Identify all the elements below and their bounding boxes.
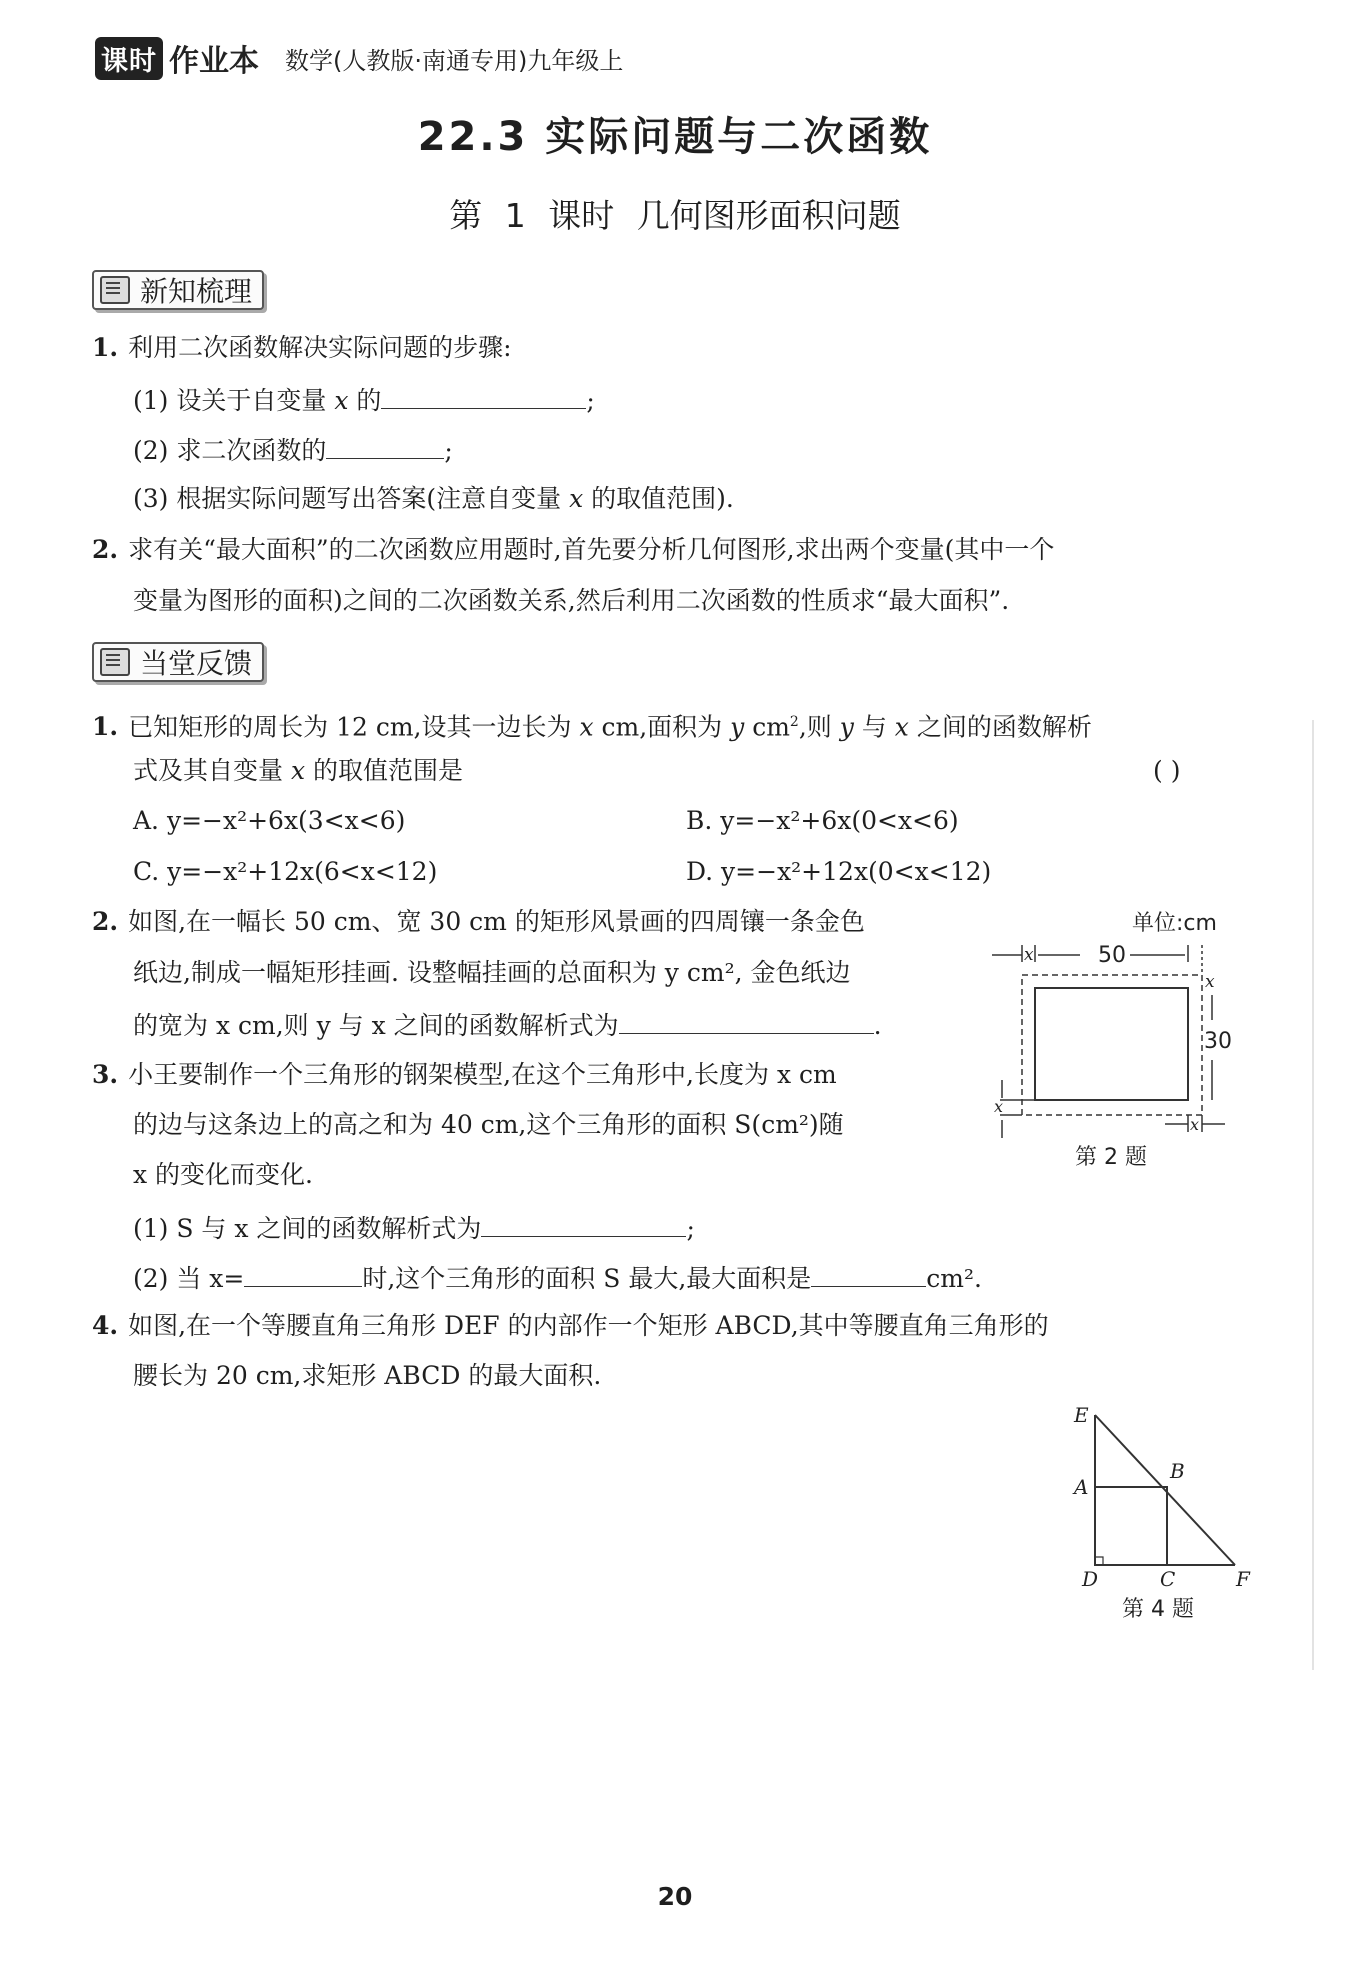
fig2-width-label: 30	[1204, 1029, 1232, 1054]
fig2-x-label: x	[1024, 945, 1034, 965]
answer-blank[interactable]	[381, 380, 586, 409]
running-header	[95, 38, 623, 78]
feedback-q4-line1: 4. 如图,在一个等腰直角三角形 DEF 的内部作一个矩形 ABCD,其中等腰直角三角形的	[92, 1311, 1049, 1340]
option-c[interactable]: C. y=−x²+12x(6<x<12)	[133, 857, 438, 886]
knowledge-q2-line1: 2. 求有关“最大面积”的二次函数应用题时,首先要分析几何图形,求出两个变量(其中一个	[92, 535, 1055, 564]
option-b[interactable]: B. y=−x²+6x(0<x<6)	[686, 806, 959, 835]
feedback-q2-line3: 的宽为 x cm,则 y 与 x 之间的函数解析式为 .	[133, 1005, 882, 1044]
answer-blank[interactable]	[619, 1005, 874, 1034]
section-title: 22.3 实际问题与二次函数	[417, 114, 933, 160]
feedback-q2-line2: 纸边,制成一幅矩形挂画. 设整幅挂画的总面积为 y cm², 金色纸边	[133, 958, 851, 987]
fig4-label-D: D	[1082, 1567, 1099, 1590]
fig4-label-F: F	[1236, 1567, 1250, 1590]
notebook-icon	[100, 276, 130, 304]
knowledge-q2-line2: 变量为图形的面积)之间的二次函数关系,然后利用二次函数的性质求“最大面积”.	[133, 586, 1010, 615]
page-number: 20	[657, 1882, 693, 1911]
feedback-q1-line1: 1. 已知矩形的周长为 12 cm,设其一边长为 x cm,面积为 y $cm^2$,则 y 与 x 之间的函数解析	[92, 712, 1092, 742]
pen-icon	[100, 648, 130, 676]
fig4-hypotenuse	[1095, 1415, 1235, 1565]
series-logo-text: 作业本	[169, 44, 259, 79]
option-d[interactable]: D. y=−x²+12x(0<x<12)	[686, 857, 992, 886]
fig2-length-label: 50	[1098, 943, 1126, 968]
feedback-q3-sub1: (1) S 与 x 之间的函数解析式为 ;	[133, 1208, 695, 1247]
book-subtitle: 数学(人教版·南通专用)九年级上	[285, 46, 624, 75]
feedback-q3-line3: x 的变化而变化.	[133, 1160, 313, 1189]
fig4-rectangle	[1095, 1487, 1167, 1565]
fig4-label-C: C	[1160, 1567, 1176, 1590]
feedback-q3-line2: 的边与这条边上的高之和为 40 cm,这个三角形的面积 S(cm²)随	[133, 1110, 844, 1139]
knowledge-q1-step2: (2) 求二次函数的 ;	[133, 430, 453, 469]
feedback-q1-line2: 式及其自变量 x 的取值范围是	[133, 756, 464, 785]
fig2-outer-frame	[1022, 975, 1202, 1115]
knowledge-q1-step1: (1) 设关于自变量 x 的 ;	[133, 380, 595, 419]
fig2-painting	[1035, 988, 1188, 1100]
fig2-x-label: x	[1205, 972, 1215, 992]
fig2-x-label: x	[994, 1097, 1004, 1116]
fig4-right-angle-mark	[1095, 1557, 1103, 1565]
fig2-x-label: x	[1190, 1115, 1200, 1134]
section-heading-knowledge	[92, 270, 264, 310]
option-a[interactable]: A. y=−x²+6x(3<x<6)	[133, 806, 406, 835]
lesson-title: 第 1 课时 几何图形面积问题	[449, 196, 901, 235]
page-edge-shadow	[1312, 720, 1314, 1670]
answer-paren[interactable]: ( )	[1153, 756, 1181, 785]
feedback-q2-line1: 2. 如图,在一幅长 50 cm、宽 30 cm 的矩形风景画的四周镶一条金色	[92, 907, 865, 936]
knowledge-q1: 1. 利用二次函数解决实际问题的步骤:	[92, 333, 512, 362]
fig4-label-A: A	[1074, 1475, 1089, 1499]
answer-blank[interactable]	[244, 1258, 362, 1287]
knowledge-q1-step3: (3) 根据实际问题写出答案(注意自变量 x 的取值范围).	[133, 484, 734, 513]
figure-4-caption: 第 4 题	[1122, 1597, 1194, 1622]
fig2-unit-label: 单位:cm	[1132, 911, 1217, 936]
feedback-q3-sub2: (2) 当 x= 时,这个三角形的面积 S 最大,最大面积是 cm².	[133, 1258, 982, 1297]
figure-2-frame-diagram	[980, 900, 1250, 1140]
figure-2-caption: 第 2 题	[1075, 1145, 1147, 1170]
feedback-q4-line2: 腰长为 20 cm,求矩形 ABCD 的最大面积.	[133, 1361, 602, 1390]
fig4-label-B: B	[1170, 1459, 1185, 1483]
series-logo: 课时	[95, 37, 163, 80]
fig4-label-E: E	[1074, 1403, 1089, 1427]
answer-blank[interactable]	[326, 430, 444, 459]
answer-blank[interactable]	[811, 1258, 926, 1287]
section-heading-label: 当堂反馈	[140, 647, 253, 680]
section-heading-feedback	[92, 642, 264, 682]
section-heading-label: 新知梳理	[140, 275, 253, 308]
figure-4-triangle-diagram	[1060, 1400, 1260, 1590]
feedback-q3-line1: 3. 小王要制作一个三角形的钢架模型,在这个三角形中,长度为 x cm	[92, 1060, 837, 1089]
answer-blank[interactable]	[481, 1208, 686, 1237]
